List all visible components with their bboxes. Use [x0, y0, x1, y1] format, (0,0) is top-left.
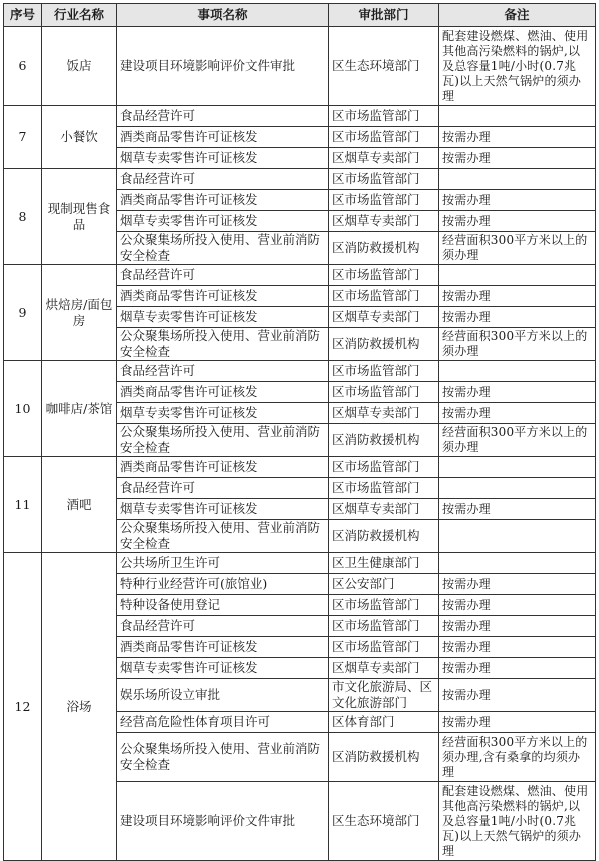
remark: 按需办理 [439, 382, 596, 403]
item-name: 食品经营许可 [117, 478, 329, 499]
item-name: 公共场所卫生许可 [117, 553, 329, 574]
dept-name: 区烟草专卖部门 [329, 307, 439, 328]
item-name: 建设项目环境影响评价文件审批 [117, 27, 329, 106]
item-name: 食品经营许可 [117, 106, 329, 127]
remark: 按需办理 [439, 679, 596, 712]
item-name: 酒类商品零售许可证核发 [117, 286, 329, 307]
remark: 按需办理 [439, 499, 596, 520]
remark: 按需办理 [439, 211, 596, 232]
dept-name: 区消防救援机构 [329, 328, 439, 361]
dept-name: 区卫生健康部门 [329, 553, 439, 574]
remark: 按需办理 [439, 148, 596, 169]
table-header-row [4, 4, 596, 27]
remark: 按需办理 [439, 403, 596, 424]
table-row [4, 169, 596, 190]
remark: 按需办理 [439, 307, 596, 328]
item-name: 食品经营许可 [117, 361, 329, 382]
row-number: 7 [4, 106, 42, 169]
industry-name: 现制现售食品 [42, 169, 117, 265]
remark: 经营面积300平方米以上的须办理 [439, 328, 596, 361]
row-number: 6 [4, 27, 42, 106]
item-name: 酒类商品零售许可证核发 [117, 457, 329, 478]
header-item: 事项名称 [117, 4, 329, 27]
header-dept: 审批部门 [329, 4, 439, 27]
dept-name: 区消防救援机构 [329, 232, 439, 265]
remark: 按需办理 [439, 574, 596, 595]
item-name: 特种设备使用登记 [117, 595, 329, 616]
item-name: 食品经营许可 [117, 265, 329, 286]
item-name: 烟草专卖零售许可证核发 [117, 148, 329, 169]
item-name: 酒类商品零售许可证核发 [117, 190, 329, 211]
dept-name: 区生态环境部门 [329, 27, 439, 106]
dept-name: 区市场监管部门 [329, 361, 439, 382]
remark [439, 478, 596, 499]
item-name: 建设项目环境影响评价文件审批 [117, 782, 329, 861]
remark: 经营面积300平方米以上的须办理 [439, 424, 596, 457]
dept-name: 区烟草专卖部门 [329, 403, 439, 424]
industry-name: 烘焙房/面包房 [42, 265, 117, 361]
item-name: 经营高危险性体育项目许可 [117, 712, 329, 733]
item-name: 公众聚集场所投入使用、营业前消防安全检查 [117, 232, 329, 265]
table-row [4, 265, 596, 286]
remark: 按需办理 [439, 127, 596, 148]
dept-name: 区烟草专卖部门 [329, 211, 439, 232]
remark: 按需办理 [439, 637, 596, 658]
dept-name: 区消防救援机构 [329, 733, 439, 782]
remark [439, 106, 596, 127]
dept-name: 区烟草专卖部门 [329, 658, 439, 679]
approval-table [3, 3, 596, 861]
industry-name: 小餐饮 [42, 106, 117, 169]
dept-name: 区市场监管部门 [329, 616, 439, 637]
header-industry: 行业名称 [42, 4, 117, 27]
item-name: 娱乐场所设立审批 [117, 679, 329, 712]
table-row [4, 361, 596, 382]
item-name: 公众聚集场所投入使用、营业前消防安全检查 [117, 424, 329, 457]
remark: 配套建设燃煤、燃油、使用其他高污染燃料的锅炉,以及总容量1吨/小时(0.7兆瓦)以上天然气锅炉的须办理 [439, 27, 596, 106]
table-row [4, 27, 596, 106]
dept-name: 区消防救援机构 [329, 424, 439, 457]
header-no: 序号 [4, 4, 42, 27]
industry-name: 咖啡店/茶馆 [42, 361, 117, 457]
dept-name: 区烟草专卖部门 [329, 148, 439, 169]
dept-name: 区市场监管部门 [329, 637, 439, 658]
dept-name: 区体育部门 [329, 712, 439, 733]
remark [439, 265, 596, 286]
dept-name: 区生态环境部门 [329, 782, 439, 861]
dept-name: 区公安部门 [329, 574, 439, 595]
item-name: 公众聚集场所投入使用、营业前消防安全检查 [117, 328, 329, 361]
table-row [4, 553, 596, 574]
industry-name: 饭店 [42, 27, 117, 106]
row-number: 12 [4, 553, 42, 861]
dept-name: 区市场监管部门 [329, 382, 439, 403]
row-number: 9 [4, 265, 42, 361]
item-name: 特种行业经营许可(旅馆业) [117, 574, 329, 595]
dept-name: 市文化旅游局、区文化旅游部门 [329, 679, 439, 712]
dept-name: 区市场监管部门 [329, 457, 439, 478]
item-name: 烟草专卖零售许可证核发 [117, 658, 329, 679]
item-name: 烟草专卖零售许可证核发 [117, 499, 329, 520]
table-row [4, 457, 596, 478]
item-name: 食品经营许可 [117, 616, 329, 637]
header-remark: 备注 [439, 4, 596, 27]
remark: 按需办理 [439, 658, 596, 679]
item-name: 烟草专卖零售许可证核发 [117, 211, 329, 232]
remark: 经营面积300平方米以上的须办理,含有桑拿的均须办理 [439, 733, 596, 782]
dept-name: 区市场监管部门 [329, 595, 439, 616]
remark [439, 520, 596, 553]
dept-name: 区市场监管部门 [329, 190, 439, 211]
item-name: 酒类商品零售许可证核发 [117, 127, 329, 148]
remark: 按需办理 [439, 595, 596, 616]
remark [439, 169, 596, 190]
item-name: 酒类商品零售许可证核发 [117, 382, 329, 403]
table-row [4, 106, 596, 127]
dept-name: 区市场监管部门 [329, 286, 439, 307]
row-number: 11 [4, 457, 42, 553]
dept-name: 区市场监管部门 [329, 106, 439, 127]
dept-name: 区市场监管部门 [329, 127, 439, 148]
remark: 配套建设燃煤、燃油、使用其他高污染燃料的锅炉,以及总容量1吨/小时(0.7兆瓦)以上天然气锅炉的须办理 [439, 782, 596, 861]
dept-name: 区市场监管部门 [329, 169, 439, 190]
industry-name: 浴场 [42, 553, 117, 861]
remark: 按需办理 [439, 190, 596, 211]
remark: 按需办理 [439, 616, 596, 637]
remark: 经营面积300平方米以上的须办理 [439, 232, 596, 265]
remark [439, 361, 596, 382]
dept-name: 区市场监管部门 [329, 478, 439, 499]
row-number: 8 [4, 169, 42, 265]
item-name: 食品经营许可 [117, 169, 329, 190]
item-name: 烟草专卖零售许可证核发 [117, 403, 329, 424]
item-name: 公众聚集场所投入使用、营业前消防安全检查 [117, 520, 329, 553]
dept-name: 区烟草专卖部门 [329, 499, 439, 520]
row-number: 10 [4, 361, 42, 457]
remark: 按需办理 [439, 286, 596, 307]
dept-name: 区市场监管部门 [329, 265, 439, 286]
remark: 按需办理 [439, 712, 596, 733]
dept-name: 区消防救援机构 [329, 520, 439, 553]
remark [439, 457, 596, 478]
item-name: 酒类商品零售许可证核发 [117, 637, 329, 658]
item-name: 烟草专卖零售许可证核发 [117, 307, 329, 328]
remark [439, 553, 596, 574]
industry-name: 酒吧 [42, 457, 117, 553]
item-name: 公众聚集场所投入使用、营业前消防安全检查 [117, 733, 329, 782]
